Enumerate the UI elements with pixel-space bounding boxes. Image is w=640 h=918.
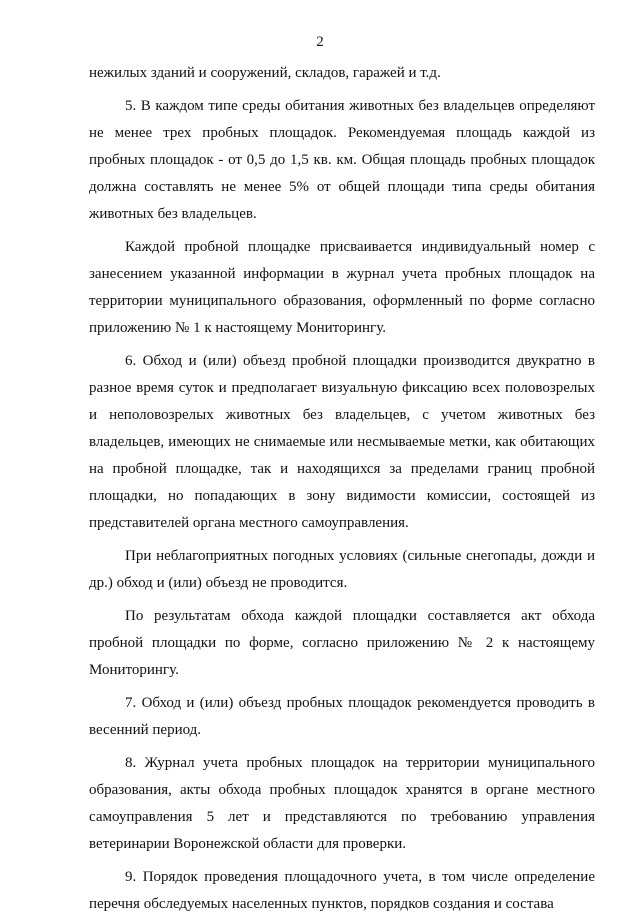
paragraph-item-9: 9. Порядок проведения площадочного учета, в том числе определение перечня обследуемых населенных пунктов, порядков создания и состава <box>89 869 595 912</box>
paragraph-act: По результатам обхода каждой площадки составляется акт обхода пробной площадки по форме, согласно приложению № 2 к настоящему Мониторингу. <box>89 608 595 678</box>
document-body <box>89 60 595 918</box>
paragraph-plot-number: Каждой пробной площадке присваивается индивидуальный номер с занесением указанной информации в журнал учета пробных площадок на территории муниципального образования, оформленный по форме согласно приложению № 1 к настоящему Мониторингу. <box>89 239 595 336</box>
paragraph-item-7: 7. Обход и (или) объезд пробных площадок рекомендуется проводить в весенний период. <box>89 695 595 738</box>
paragraph-weather: При неблагоприятных погодных условиях (сильные снегопады, дожди и др.) обход и (или) объезд не проводится. <box>89 548 595 591</box>
paragraph-item-6: 6. Обход и (или) объезд пробной площадки производится двукратно в разное время суток и предполагает визуальную фиксацию всех половозрелых и неполовозрелых животных без владельцев, с учетом животных без владельцев, имеющих не снимаемые или несмываемые метки, как обитающих на пробной площадке, так и находящихся за пределами границ пробной площадки, но попадающих в зону видимости комиссии, состоящей из представителей органа местного самоуправления. <box>89 353 595 531</box>
paragraph-item-8: 8. Журнал учета пробных площадок на территории муниципального образования, акты обхода пробных площадок хранятся в органе местного самоуправления 5 лет и представляются по требованию управления ветеринарии Воронежской области для проверки. <box>89 755 595 852</box>
page-number: 2 <box>316 34 324 50</box>
paragraph-continuation: нежилых зданий и сооружений, складов, гаражей и т.д. <box>89 65 441 81</box>
paragraph-item-5: 5. В каждом типе среды обитания животных без владельцев определяют не менее трех пробных площадок. Рекомендуемая площадь каждой из пробных площадок - от 0,5 до 1,5 кв. км. Общая площадь пробных площадок должна составлять не менее 5% от общей площади типа среды обитания животных без владельцев. <box>89 98 595 222</box>
